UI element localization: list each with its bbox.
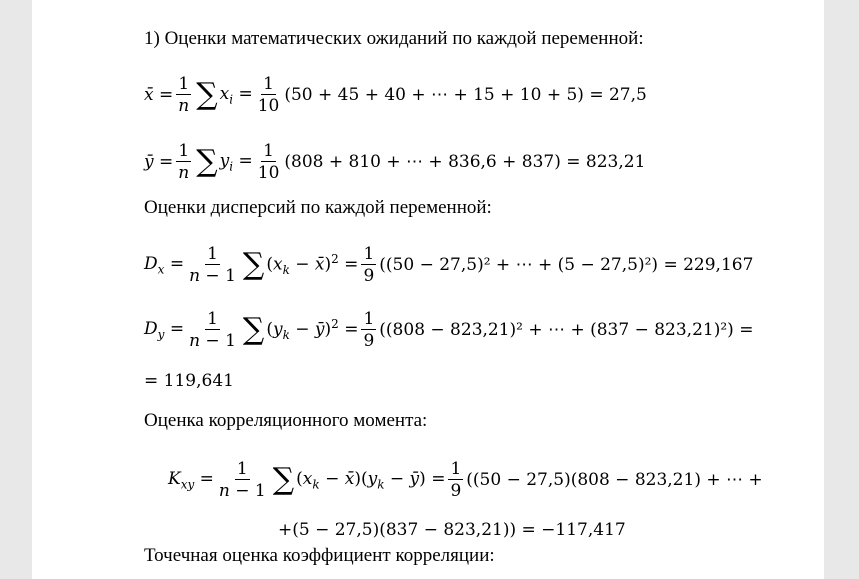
formula-variance-x-sum: ((50 − 27,5)² + ⋯ + (5 − 27,5)²) = 229,167 xyxy=(379,255,754,275)
formula-mean-x: x̄ = $\frac{1}{n}$ ∑ $x_i$ = $\frac{1}{10}$ (50 + 45 + 40 + ⋯ + 15 + 10 + 5) = 27,5 xyxy=(144,73,647,116)
formula-mean-x-sum: (50 + 45 + 40 + ⋯ + 15 + 10 + 5) = 27,5 xyxy=(284,85,647,105)
heading-variances: Оценки дисперсий по каждой переменной: xyxy=(144,197,492,218)
formula-variance-y: $D_y$ = $\frac{1}{n - 1}$ ∑ ($y_k$ − ȳ)$^2$ = $\frac{1}{9}$ ((808 − 823,21)² + ⋯ + (837 − 823,21)²) = xyxy=(144,308,754,351)
formula-correlation-moment-sum: ((50 − 27,5)(808 − 823,21) + ⋯ + xyxy=(466,470,763,490)
formula-mean-y-sum: (808 + 810 + ⋯ + 836,6 + 837) = 823,21 xyxy=(284,152,646,172)
formula-variance-y-result: = 119,641 xyxy=(144,371,234,391)
formula-variance-x: $D_x$ = $\frac{1}{n - 1}$ ∑ ($x_k$ − x̄)$^2$ = $\frac{1}{9}$ ((50 − 27,5)² + ⋯ + (5 − 27,5)²) = 229,167 xyxy=(144,243,754,286)
formula-mean-y: ȳ = $\frac{1}{n}$ ∑ $y_i$ = $\frac{1}{10}$ (808 + 810 + ⋯ + 836,6 + 837) = 823,21 xyxy=(144,140,646,183)
heading-correlation-coefficient: Точечная оценка коэффициент корреляции: xyxy=(144,545,495,566)
formula-variance-y-sum: ((808 − 823,21)² + ⋯ + (837 − 823,21)²) = xyxy=(379,320,754,340)
heading-correlation-moment: Оценка корреляционного момента: xyxy=(144,410,428,431)
formula-correlation-moment-continued: +(5 − 27,5)(837 − 823,21)) = −117,417 xyxy=(278,520,626,540)
formula-correlation-moment: $K_{xy}$ = $\frac{1}{n - 1}$ ∑ ($x_k$ − $x̄)(y_k$ − ȳ) = $\frac{1}{9}$ ((50 − 27,5)(808 − 823,21) + ⋯ + xyxy=(168,458,763,501)
document-page xyxy=(32,0,824,579)
heading-expectations: 1) Оценки математических ожиданий по каждой переменной: xyxy=(144,28,644,49)
